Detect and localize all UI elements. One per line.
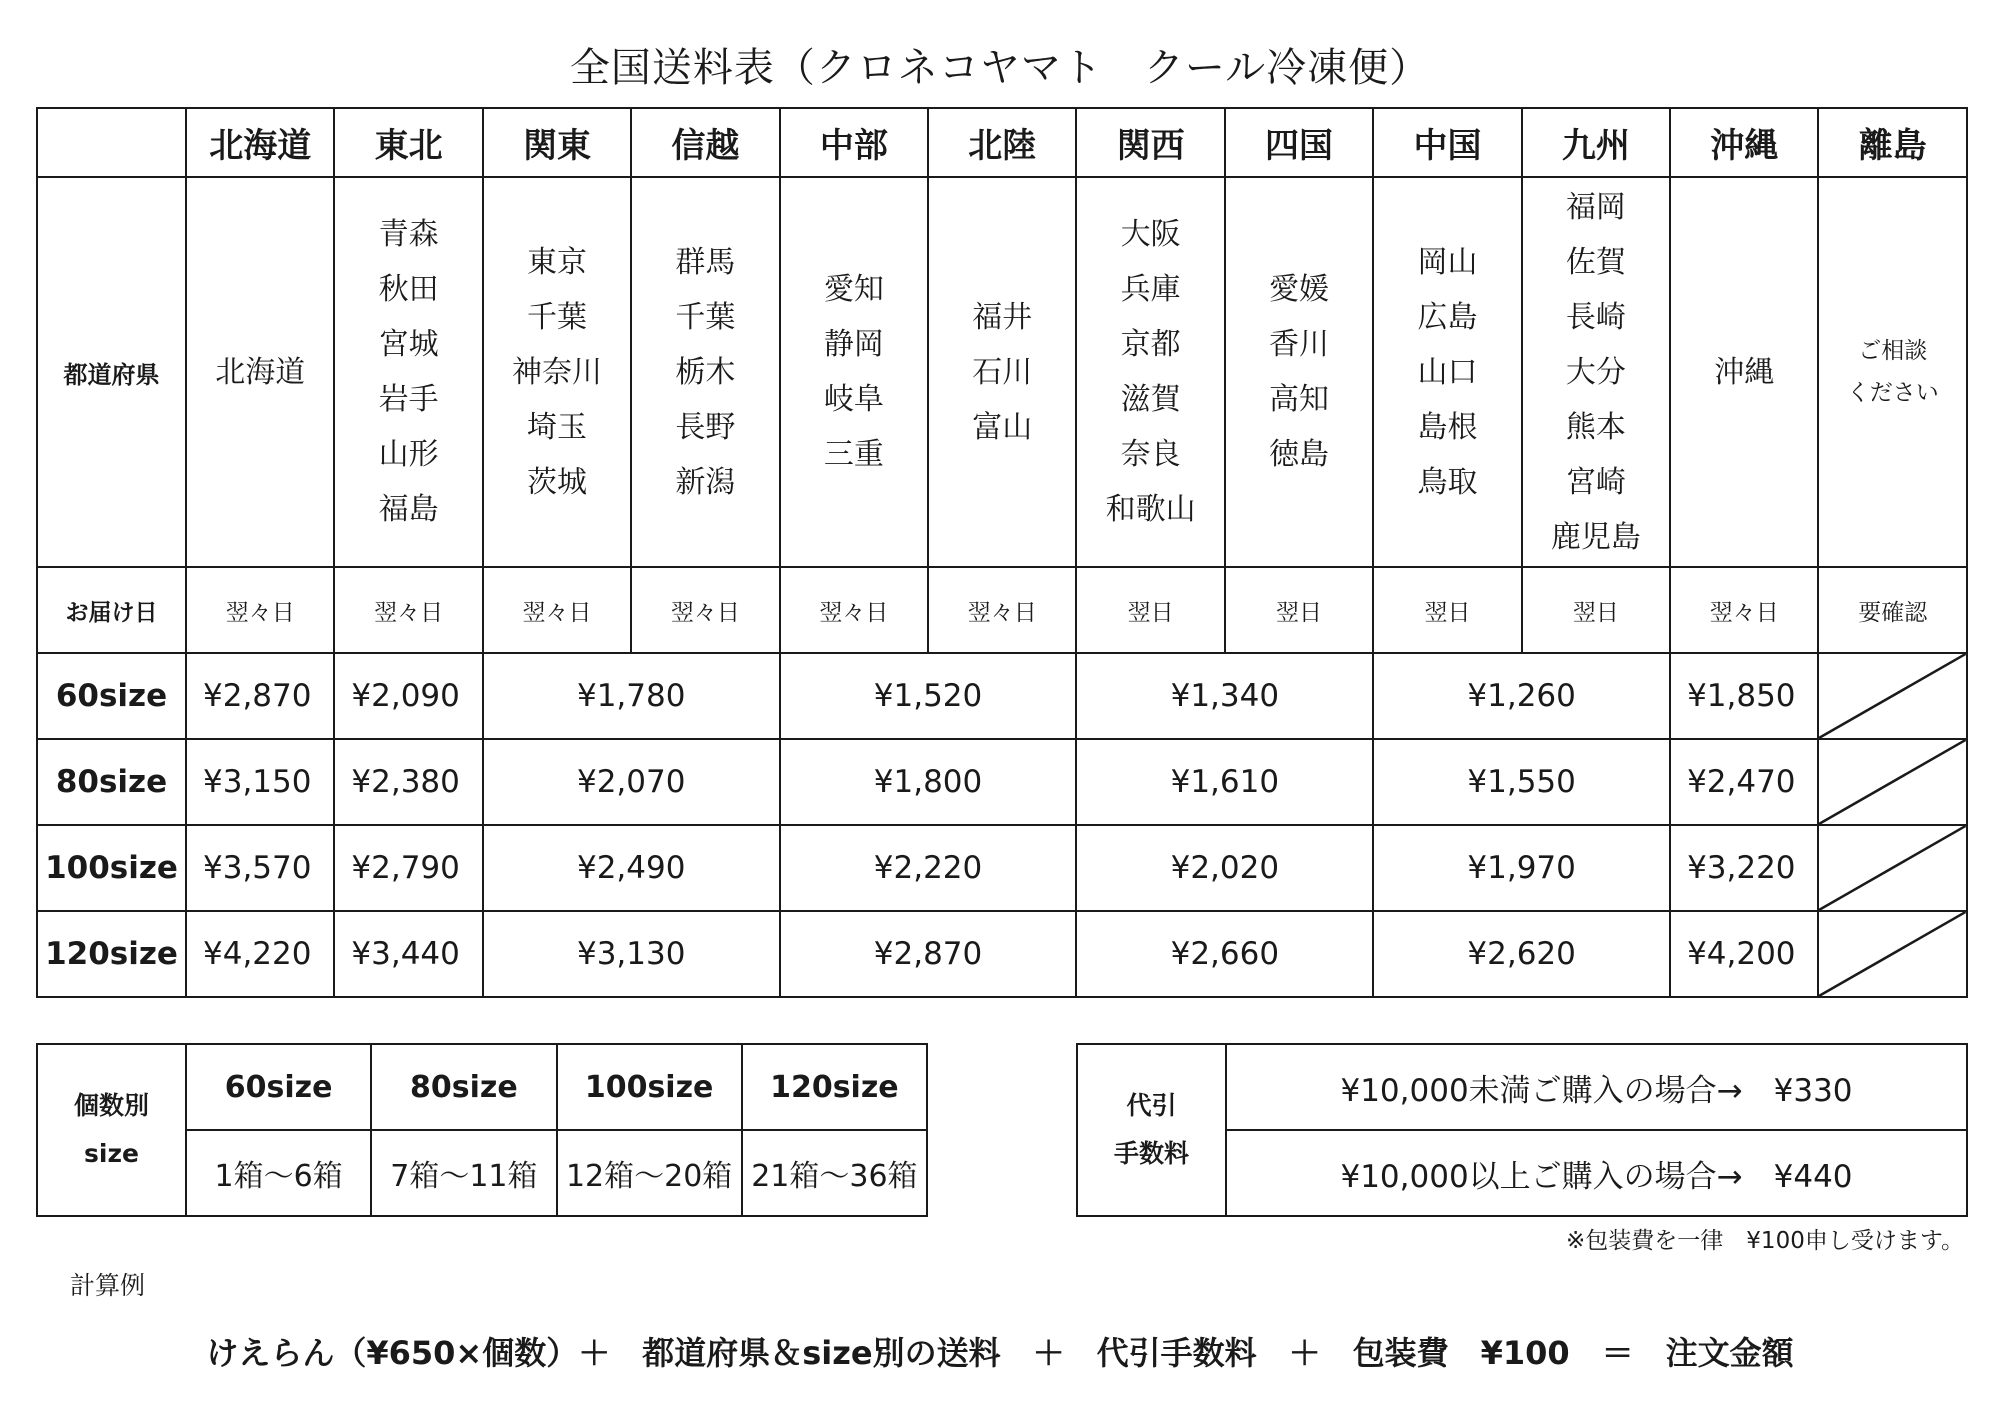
prefecture-name: 島根	[1417, 409, 1478, 445]
price-cell: ¥2,380	[334, 739, 482, 825]
prefecture-name: ください	[1846, 380, 1939, 406]
prefecture-name: 山口	[1417, 354, 1478, 390]
prefecture-cell	[928, 177, 1076, 567]
count-label-line1: 個数別	[73, 1091, 149, 1120]
slash-line	[1819, 740, 1966, 824]
prefecture-name: 滋賀	[1120, 382, 1181, 417]
prefecture-name: 岡山	[1417, 244, 1478, 280]
prefecture-name: 愛媛	[1269, 272, 1330, 307]
na-slash-cell	[1818, 653, 1967, 739]
prefecture-name: 山形	[378, 437, 439, 472]
fee-cell: ¥10,000以上ご購入の場合→ ¥440	[1226, 1130, 1967, 1216]
prefecture-name: 福島	[378, 492, 439, 527]
count-size-header: 120size	[742, 1044, 927, 1130]
price-row-80	[37, 739, 1967, 825]
delivery-cell: 翌日	[1225, 567, 1373, 653]
prefecture-name: 福井	[972, 299, 1033, 335]
prefecture-name: 静岡	[823, 327, 884, 362]
region-header: 中国	[1373, 108, 1521, 177]
corner-cell	[37, 108, 186, 177]
prefecture-name: 新潟	[675, 464, 736, 500]
price-cell: ¥2,070	[483, 739, 780, 825]
na-slash-cell	[1818, 911, 1967, 997]
region-header: 関西	[1076, 108, 1224, 177]
cod-fee-table	[1076, 1043, 1968, 1217]
fee-label-line1: 代引	[1126, 1091, 1177, 1120]
count-range-cell: 1箱～6箱	[186, 1130, 371, 1216]
count-table-label	[37, 1044, 186, 1216]
prefecture-name: 岐阜	[823, 382, 884, 417]
price-cell: ¥4,220	[186, 911, 334, 997]
prefecture-name: 広島	[1417, 299, 1478, 335]
prefecture-name: 高知	[1269, 382, 1330, 417]
delivery-cell: 翌々日	[334, 567, 482, 653]
prefecture-name: 埼玉	[527, 409, 588, 445]
box-count-table	[36, 1043, 928, 1217]
prefecture-name: 三重	[823, 437, 884, 472]
prefecture-cell	[186, 177, 334, 567]
prefecture-name: 富山	[972, 409, 1033, 445]
prefecture-cell	[1818, 177, 1967, 567]
prefecture-name: 東京	[527, 244, 588, 280]
fee-label-line2: 手数料	[1113, 1139, 1189, 1168]
calc-example-label: 計算例	[70, 1271, 146, 1300]
prefecture-name: 和歌山	[1105, 492, 1196, 527]
price-cell: ¥2,870	[780, 911, 1077, 997]
packaging-note: ※包装費を一律 ¥100申し受けます。	[1566, 1228, 1964, 1254]
price-cell: ¥2,660	[1076, 911, 1373, 997]
price-row-100	[37, 825, 1967, 911]
prefecture-name: 熊本	[1565, 409, 1626, 445]
region-header: 九州	[1522, 108, 1670, 177]
delivery-cell: 翌日	[1373, 567, 1521, 653]
prefecture-row	[37, 177, 1967, 567]
price-cell: ¥1,780	[483, 653, 780, 739]
fee-row	[1077, 1044, 1967, 1130]
prefecture-name: 大分	[1565, 354, 1626, 390]
prefecture-name: 奈良	[1120, 437, 1181, 472]
size-label: 60size	[37, 653, 186, 739]
prefecture-name: 大阪	[1120, 217, 1181, 252]
count-range-cell: 21箱～36箱	[742, 1130, 927, 1216]
price-cell: ¥2,870	[186, 653, 334, 739]
prefecture-cell	[631, 177, 779, 567]
prefecture-cell	[483, 177, 631, 567]
delivery-cell: 翌々日	[928, 567, 1076, 653]
prefecture-cell	[1522, 177, 1670, 567]
fee-table-label	[1077, 1044, 1226, 1216]
size-label: 120size	[37, 911, 186, 997]
prefecture-name: 岩手	[378, 382, 439, 417]
region-header-row	[37, 108, 1967, 177]
prefecture-name: 神奈川	[512, 354, 603, 390]
shipping-rate-table	[36, 107, 1968, 998]
price-cell: ¥2,090	[334, 653, 482, 739]
prefecture-name: 栃木	[675, 354, 736, 390]
prefecture-name: 沖縄	[1714, 354, 1775, 390]
prefecture-name: 福岡	[1565, 189, 1626, 225]
region-header: 沖縄	[1670, 108, 1818, 177]
prefecture-name: 徳島	[1269, 437, 1330, 472]
prefecture-name: 千葉	[527, 299, 588, 335]
delivery-cell: 翌日	[1522, 567, 1670, 653]
price-row-60	[37, 653, 1967, 739]
price-cell: ¥3,570	[186, 825, 334, 911]
count-label-line2: size	[84, 1139, 139, 1168]
prefecture-name: 宮城	[378, 327, 439, 362]
price-cell: ¥1,340	[1076, 653, 1373, 739]
slash-line	[1819, 826, 1966, 910]
prefecture-cell	[1225, 177, 1373, 567]
prefecture-name: 鹿児島	[1550, 519, 1641, 555]
prefecture-name: 群馬	[675, 244, 736, 280]
region-header: 北海道	[186, 108, 334, 177]
prefecture-name: 京都	[1120, 327, 1181, 362]
page-title: 全国送料表（クロネコヤマト クール冷凍便）	[569, 45, 1431, 91]
delivery-cell: 翌日	[1076, 567, 1224, 653]
count-size-header: 100size	[557, 1044, 742, 1130]
price-formula: けえらん（¥650×個数）＋ 都道府県＆size別の送料 ＋ 代引手数料 ＋ 包装費 ¥100 ＝ 注文金額	[206, 1334, 1794, 1372]
price-cell: ¥2,020	[1076, 825, 1373, 911]
count-range-cell: 7箱～11箱	[371, 1130, 556, 1216]
price-cell: ¥1,520	[780, 653, 1077, 739]
size-label: 80size	[37, 739, 186, 825]
count-header-row	[37, 1044, 927, 1130]
price-cell: ¥3,150	[186, 739, 334, 825]
price-cell: ¥2,470	[1670, 739, 1818, 825]
count-range-cell: 12箱～20箱	[557, 1130, 742, 1216]
price-cell: ¥1,550	[1373, 739, 1670, 825]
delivery-cell: 翌々日	[631, 567, 779, 653]
prefecture-name: 兵庫	[1120, 272, 1181, 307]
delivery-cell: 翌々日	[483, 567, 631, 653]
count-size-header: 80size	[371, 1044, 556, 1130]
prefecture-name: 鳥取	[1417, 464, 1478, 500]
prefecture-name: 愛知	[823, 272, 884, 307]
delivery-cell: 翌々日	[186, 567, 334, 653]
prefecture-name: 長野	[675, 409, 736, 445]
na-slash-cell	[1818, 739, 1967, 825]
prefecture-name: 石川	[972, 354, 1033, 390]
region-header: 中部	[780, 108, 928, 177]
region-header: 四国	[1225, 108, 1373, 177]
region-header: 北陸	[928, 108, 1076, 177]
price-cell: ¥3,130	[483, 911, 780, 997]
fee-cell: ¥10,000未満ご購入の場合→ ¥330	[1226, 1044, 1967, 1130]
na-slash-cell	[1818, 825, 1967, 911]
prefecture-cell	[1076, 177, 1224, 567]
prefecture-cell	[334, 177, 482, 567]
price-cell: ¥1,260	[1373, 653, 1670, 739]
prefecture-name: 宮崎	[1565, 464, 1626, 500]
prefecture-name: 青森	[378, 217, 439, 252]
price-cell: ¥3,440	[334, 911, 482, 997]
price-cell: ¥2,490	[483, 825, 780, 911]
region-header: 離島	[1818, 108, 1967, 177]
prefecture-cell	[1670, 177, 1818, 567]
delivery-row	[37, 567, 1967, 653]
price-cell: ¥2,790	[334, 825, 482, 911]
region-header: 信越	[631, 108, 779, 177]
price-cell: ¥1,800	[780, 739, 1077, 825]
price-cell: ¥1,970	[1373, 825, 1670, 911]
prefecture-name: 北海道	[215, 354, 306, 390]
price-cell: ¥4,200	[1670, 911, 1818, 997]
prefecture-name: ご相談	[1858, 338, 1928, 364]
prefecture-name: 佐賀	[1565, 244, 1626, 280]
price-cell: ¥1,610	[1076, 739, 1373, 825]
delivery-cell: 翌々日	[780, 567, 928, 653]
prefecture-cell	[1373, 177, 1521, 567]
prefecture-name: 長崎	[1565, 299, 1626, 335]
count-size-header: 60size	[186, 1044, 371, 1130]
slash-line	[1819, 654, 1966, 738]
prefecture-name: 香川	[1269, 327, 1330, 362]
price-cell: ¥2,220	[780, 825, 1077, 911]
prefecture-label: 都道府県	[37, 177, 186, 567]
size-label: 100size	[37, 825, 186, 911]
price-row-120	[37, 911, 1967, 997]
delivery-cell: 要確認	[1818, 567, 1967, 653]
region-header: 東北	[334, 108, 482, 177]
price-cell: ¥1,850	[1670, 653, 1818, 739]
prefecture-name: 秋田	[378, 272, 439, 307]
delivery-cell: 翌々日	[1670, 567, 1818, 653]
prefecture-name: 茨城	[527, 464, 588, 500]
prefecture-cell	[780, 177, 928, 567]
slash-line	[1819, 912, 1966, 996]
region-header: 関東	[483, 108, 631, 177]
price-cell: ¥2,620	[1373, 911, 1670, 997]
delivery-label: お届け日	[37, 567, 186, 653]
prefecture-name: 千葉	[675, 299, 736, 335]
price-cell: ¥3,220	[1670, 825, 1818, 911]
